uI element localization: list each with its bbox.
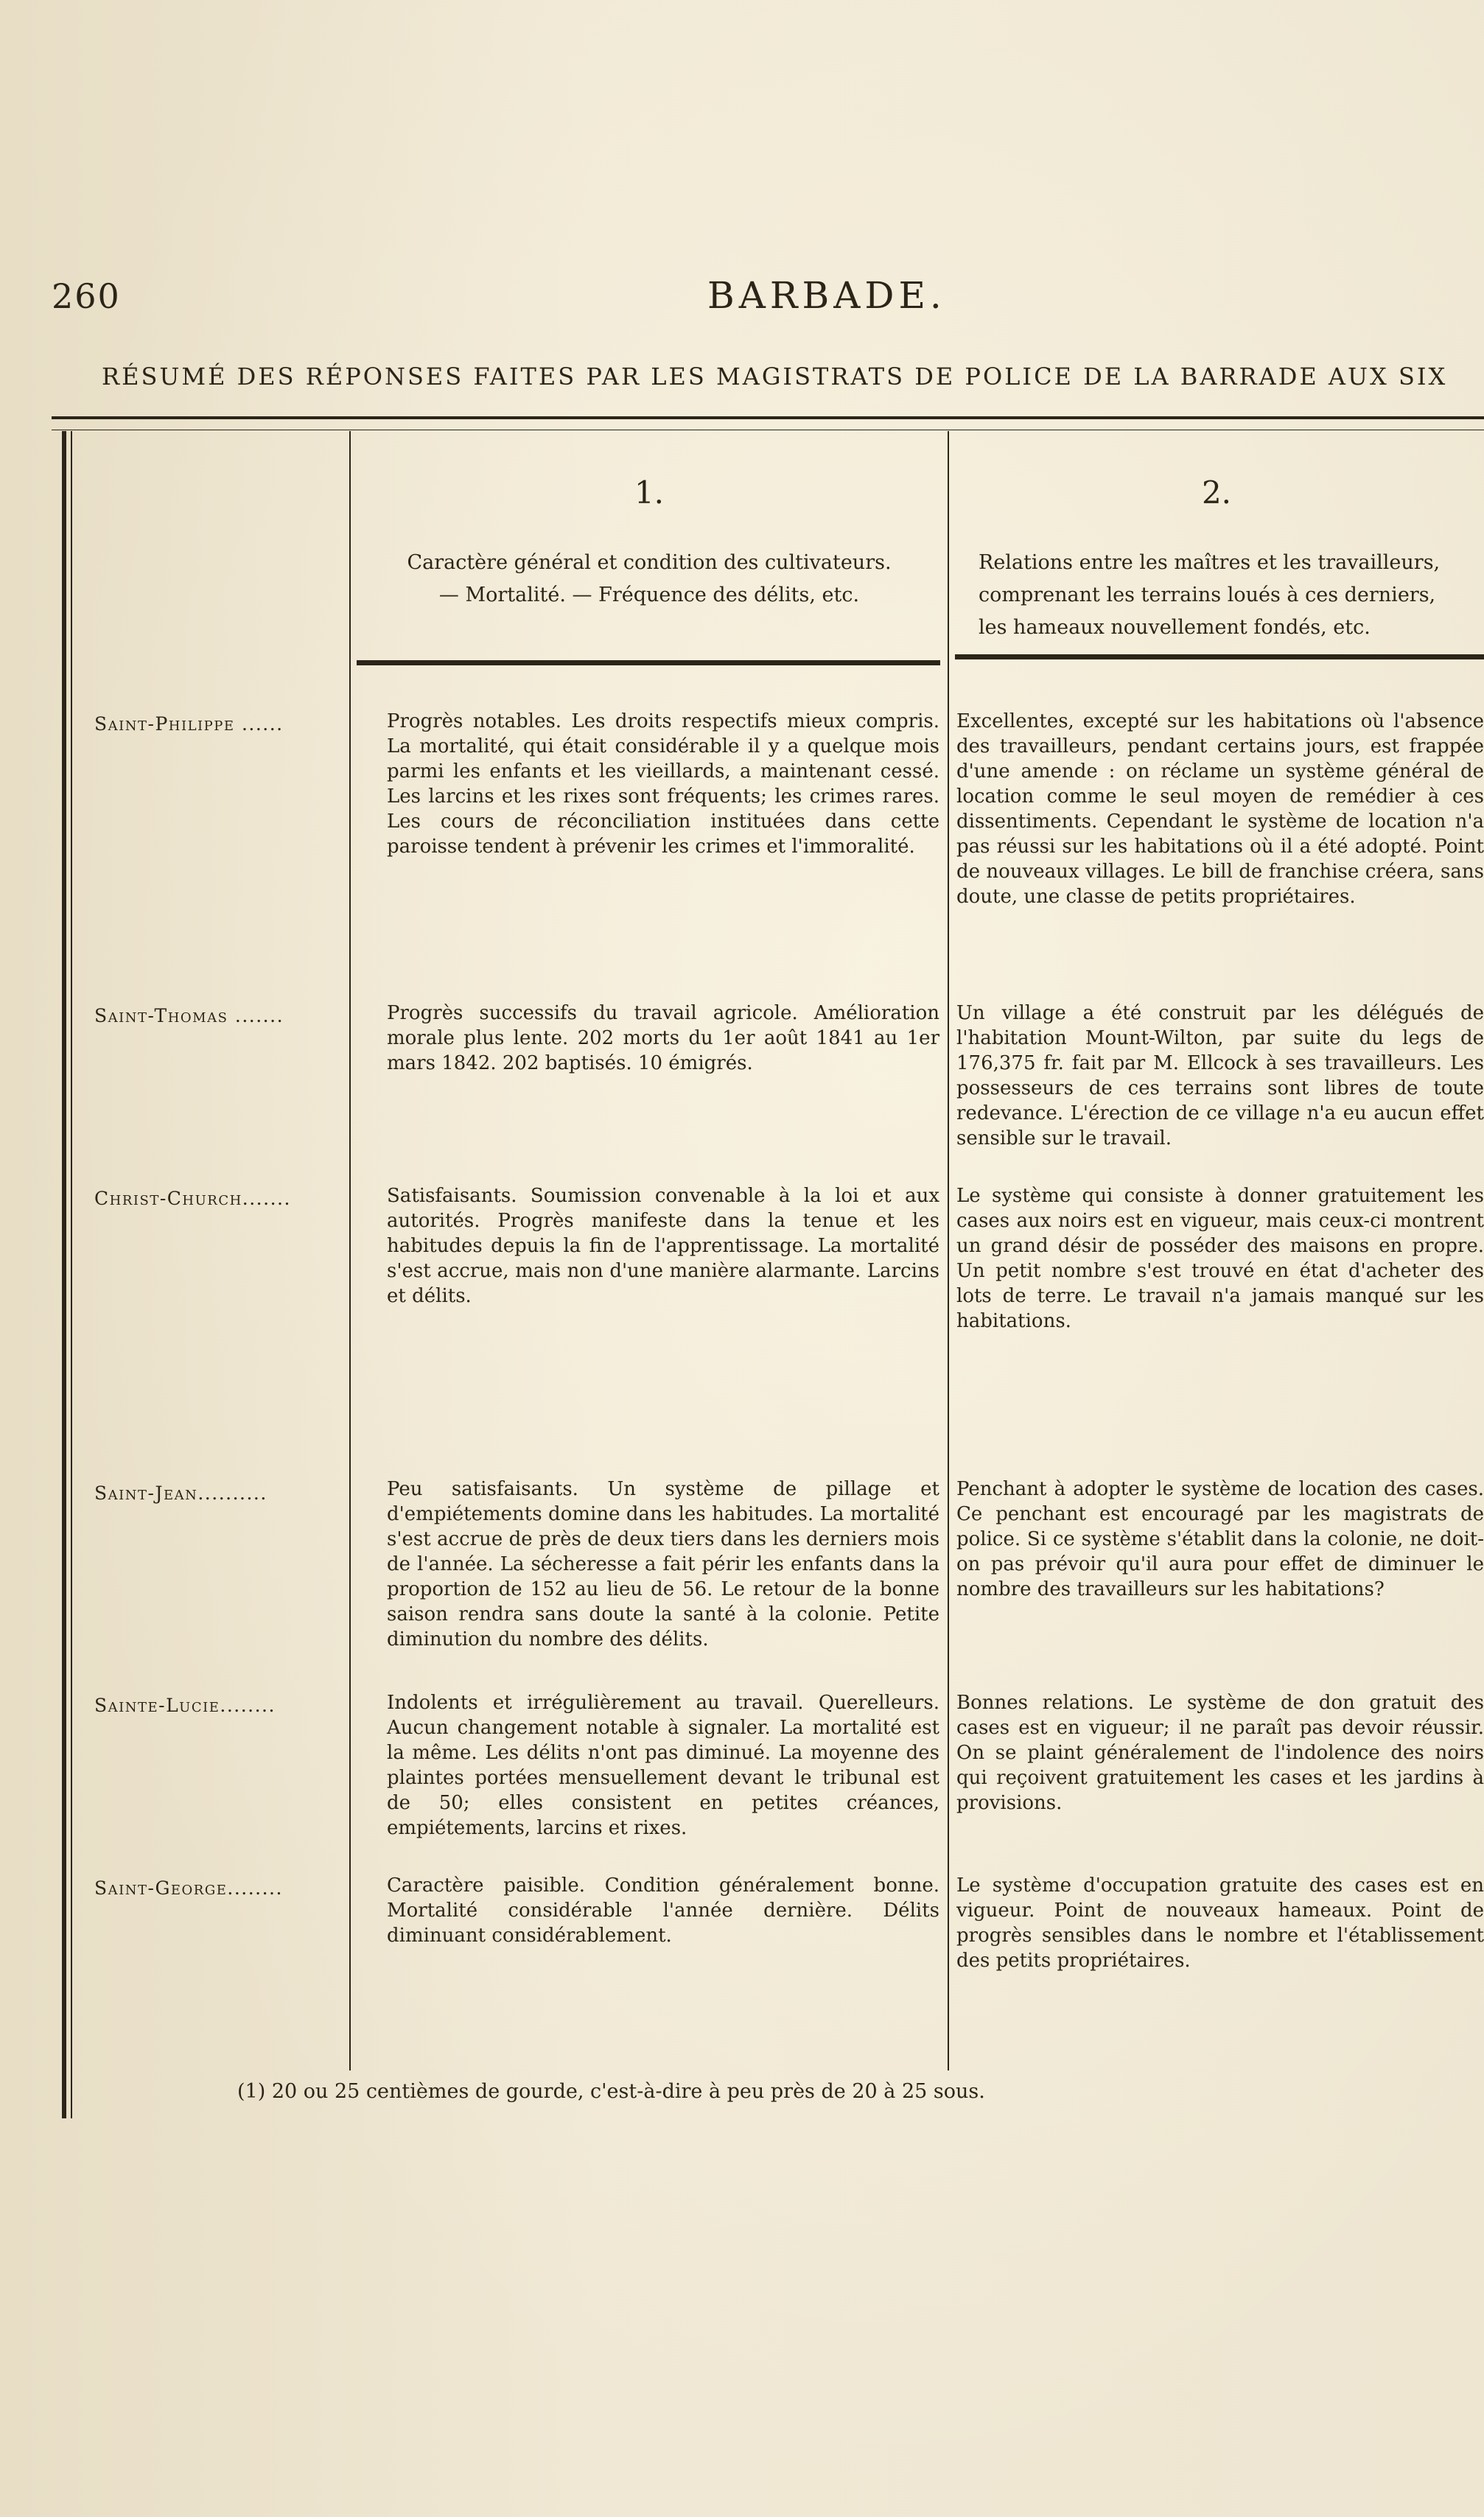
column-header-1 — [351, 477, 948, 612]
column-description-1: Caractère général et condition des cultivateurs. — Mortalité. — Fréquence des délits, etc. — [407, 551, 892, 606]
row-cell-col2: Le système d'occupation gratuite des cases est en vigueur. Point de nouveaux hameaux. Point de progrès sensibles dans le nombre et l'établissement des petits propriétaires. — [956, 1874, 1484, 1972]
column-divider-1 — [349, 431, 351, 2070]
row-cell-col1: Progrès notables. Les droits respectifs mieux compris. La mortalité, qui était considérable il y a quelque mois parmi les enfants et les vieillards, a maintenant cessé. Les larcins et les rixes sont fréquents; les crimes rares. Les cours de réconciliation instituées dans cette paroisse tendent à prévenir les crimes et l'immoralité. — [387, 710, 939, 858]
row-cell-col1: Progrès successifs du travail agricole. Amélioration morale plus lente. 202 morts du 1er août 1841 au 1er mars 1842. 202 baptisés. 10 émigrés. — [387, 1002, 939, 1074]
parish-name: Saint-Philippe ...... — [94, 713, 284, 735]
page-number: 260 — [52, 276, 121, 316]
row-cell-col2: Penchant à adopter le système de location des cases. Ce penchant est encouragé par les magistrats de police. Si ce système s'établit dans la colonie, ne doit-on pas prévoir qu'il aura pour effet de diminuer le nombre des travailleurs sur les habitations? — [956, 1478, 1484, 1600]
row-cell-col1: Caractère paisible. Condition généralement bonne. Mortalité considérable l'année dernière. Délits diminuant considérablement. — [387, 1874, 939, 1947]
footnote: (1) 20 ou 25 centièmes de gourde, c'est-à-dire à peu près de 20 à 25 sous. — [237, 2080, 985, 2103]
row-cell-col1: Peu satisfaisants. Un système de pillage et d'empiétements domine dans les habitudes. La mortalité s'est accrue de près de deux tiers dans les derniers mois de l'année. La sécheresse a fait périr les enfants dans la proportion de 152 au lieu de 56. Le retour de la bonne saison rendra sans doute la santé à la colonie. Petite diminution du nombre des délits. — [387, 1478, 939, 1650]
parish-name: Christ-Church....... — [94, 1188, 291, 1209]
row-cell-col2: Un village a été construit par les délégués de l'habitation Mount-Wilton, par suite du legs de 176,375 fr. fait par M. Ellcock à ses travailleurs. Les possesseurs de ces terrains sont libres de toute redevance. L'érection de ce village n'a eu aucun effet sensible sur le travail. — [956, 1002, 1484, 1149]
left-border-thin-line — [71, 431, 72, 2118]
row-cell-col1: Satisfaisants. Soumission convenable à la loi et aux autorités. Progrès manifeste dans la tenue et les habitudes depuis la fin de l'apprentissage. La mortalité s'est accrue, mais non d'une manière alarmante. Larcins et délits. — [387, 1185, 939, 1307]
column-header-rule-1 — [357, 660, 940, 665]
column-description-2: Relations entre les maîtres et les travailleurs, comprenant les terrains loués à ces derniers, les hameaux nouvellement fondés, etc. — [979, 551, 1441, 639]
column-divider-2 — [948, 431, 949, 2070]
parish-name: Saint-Jean.......... — [94, 1482, 267, 1504]
column-header-rule-2 — [955, 654, 1484, 659]
parish-name: Sainte-Lucie........ — [94, 1695, 276, 1716]
parish-name: Saint-Thomas ....... — [94, 1005, 284, 1026]
row-cell-col2: Bonnes relations. Le système de don gratuit des cases est en vigueur; il ne paraît pas devoir réussir. On se plaint généralement de l'indolence des noirs qui reçoivent gratuitement les cases et les jardins à provisions. — [956, 1692, 1484, 1814]
running-head: BARBADE. — [707, 274, 946, 317]
row-cell-col2: Excellentes, excepté sur les habitations où l'absence des travailleurs, pendant certains jours, est frappée d'une amende : on réclame un système général de location comme le seul moyen de remédier à ces dissentiments. Cependant le système de location n'a pas réussi sur les habitations où il a été adopté. Point de nouveaux villages. Le bill de franchise créera, sans doute, une classe de petits propriétaires. — [956, 710, 1484, 908]
left-border-line — [62, 431, 66, 2118]
column-number-2: 2. — [1201, 475, 1232, 511]
row-cell-col1: Indolents et irrégulièrement au travail. Querelleurs. Aucun changement notable à signaler. La mortalité est la même. Les délits n'ont pas diminué. La moyenne des plaintes portées mensuellement devant le tribunal est de 50; elles consistent en petites créances, empiétements, larcins et rixes. — [387, 1692, 939, 1839]
column-number-1: 1. — [634, 475, 665, 511]
row-cell-col2: Le système qui consiste à donner gratuitement les cases aux noirs est en vigueur, mais ceux-ci montrent un grand désir de posséder des maisons en propre. Un petit nombre s'est trouvé en état d'acheter des lots de terre. Le travail n'a jamais manqué sur les habitations. — [956, 1185, 1484, 1332]
column-header-2 — [949, 477, 1484, 644]
parish-name: Saint-George........ — [94, 1877, 283, 1899]
top-double-rule — [52, 416, 1484, 430]
table-title: RÉSUMÉ DES RÉPONSES FAITES PAR LES MAGISTRATS DE POLICE DE LA BARRADE AUX SIX — [102, 363, 1448, 391]
